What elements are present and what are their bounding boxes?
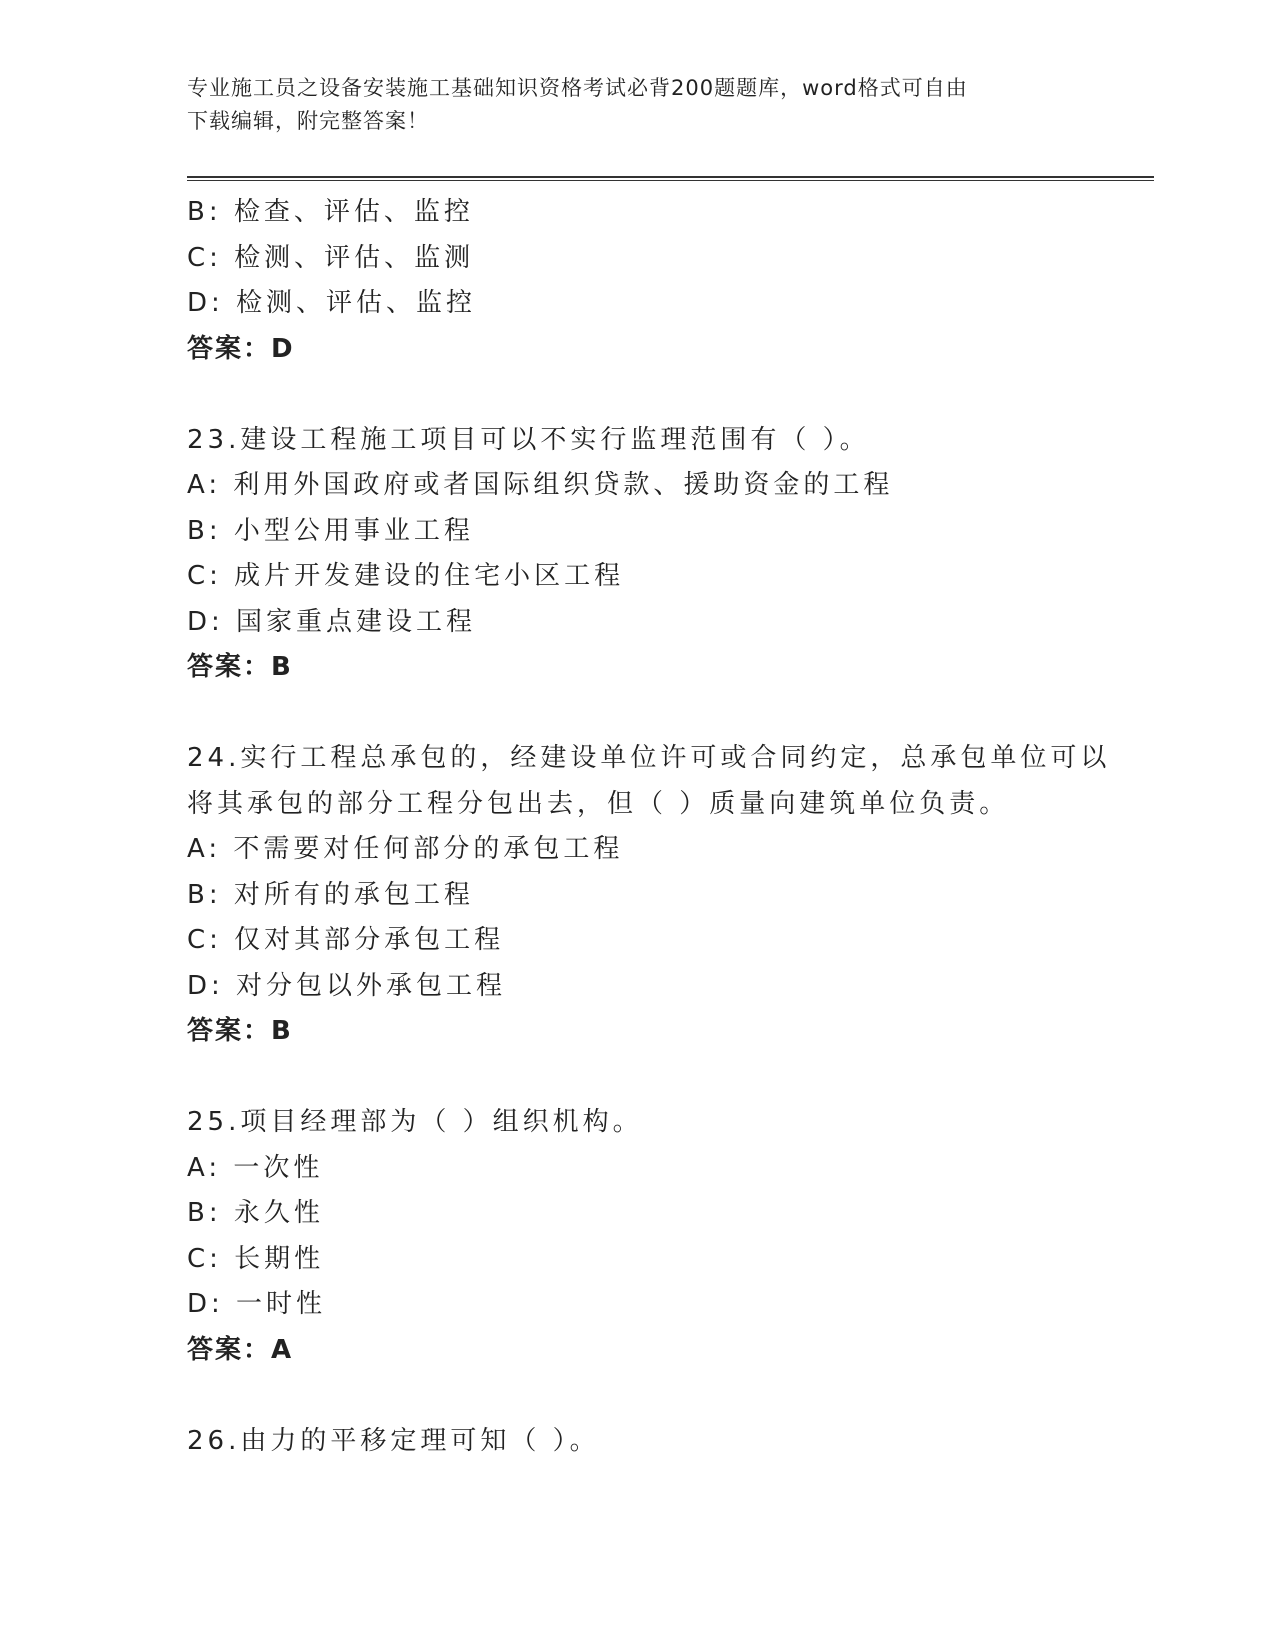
option-c: C: 成片开发建设的住宅小区工程 bbox=[187, 561, 625, 591]
question-stem: 23.建设工程施工项目可以不实行监理范围有（ ）。 bbox=[187, 424, 870, 455]
option-b: B: 小型公用事业工程 bbox=[187, 515, 474, 546]
question-stem-line-1: 24.实行工程总承包的，经建设单位许可或合同约定，总承包单位可以 bbox=[187, 743, 1111, 773]
option-b: B: 对所有的承包工程 bbox=[187, 879, 474, 910]
answer-text: 答案：B bbox=[187, 1016, 293, 1046]
option-c: C: 长期性 bbox=[187, 1243, 325, 1274]
question-stem: 26.由力的平移定理可知（ ）。 bbox=[187, 1425, 600, 1456]
option-d: D: 检测、评估、监控 bbox=[187, 288, 477, 318]
option-d: D: 对分包以外承包工程 bbox=[187, 970, 507, 1001]
option-d: D: 国家重点建设工程 bbox=[187, 606, 477, 637]
question-stem: 25.项目经理部为（ ）组织机构。 bbox=[187, 1107, 643, 1137]
question-stem-line-2: 将其承包的部分工程分包出去，但（ ）质量向建筑单位负责。 bbox=[187, 788, 1010, 819]
header-title-line-2: 下载编辑，附完整答案！ bbox=[187, 109, 429, 133]
spacer bbox=[187, 1055, 1087, 1101]
option-a: A: 利用外国政府或者国际组织贷款、援助资金的工程 bbox=[187, 470, 894, 500]
header-title-line-1: 专业施工员之设备安装施工基础知识资格考试必背200题题库，word格式可自由 bbox=[187, 76, 968, 100]
option-a: A: 不需要对任何部分的承包工程 bbox=[187, 834, 624, 864]
option-d: D: 一时性 bbox=[187, 1289, 327, 1319]
answer-text: 答案：A bbox=[187, 1334, 294, 1365]
question-22-continued bbox=[187, 190, 1087, 372]
answer-text: 答案：D bbox=[187, 333, 295, 364]
option-c: C: 检测、评估、监测 bbox=[187, 242, 475, 273]
question-list bbox=[187, 190, 1111, 1464]
header-divider bbox=[187, 176, 1154, 181]
spacer bbox=[187, 1373, 1087, 1419]
option-a: A: 一次性 bbox=[187, 1152, 324, 1183]
option-c: C: 仅对其部分承包工程 bbox=[187, 925, 505, 955]
spacer bbox=[187, 691, 1087, 737]
question-25 bbox=[187, 1100, 1087, 1373]
question-24 bbox=[187, 736, 1111, 1055]
option-b: B: 永久性 bbox=[187, 1198, 324, 1228]
question-23 bbox=[187, 418, 1087, 691]
option-b: B: 检查、评估、监控 bbox=[187, 197, 474, 227]
document-header bbox=[187, 72, 1067, 138]
spacer bbox=[187, 372, 1087, 418]
question-26 bbox=[187, 1419, 1087, 1465]
answer-text: 答案：B bbox=[187, 652, 293, 682]
